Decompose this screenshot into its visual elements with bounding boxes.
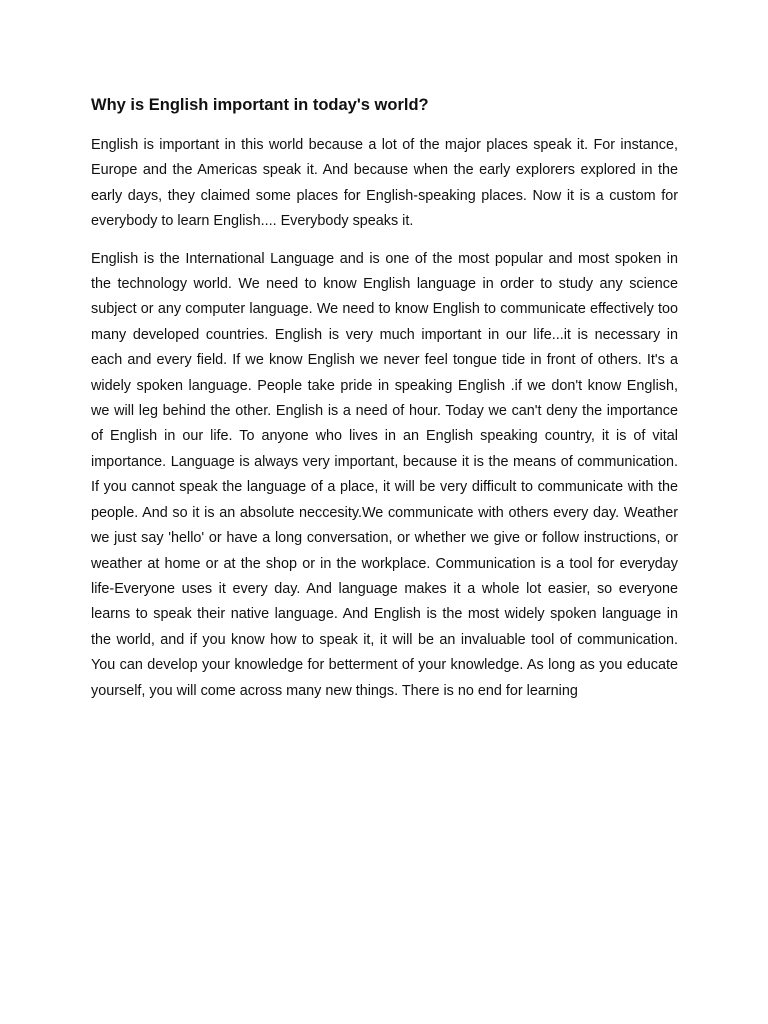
document-title: Why is English important in today's world? <box>91 96 429 114</box>
document-page <box>91 94 678 716</box>
paragraph-2: English is the International Language and is one of the most popular and most spoken in the technology world. We need to know English language in order to study any science subject or any computer language. We need to know English to communicate effectively too many developed countries. English is very much important in our life...it is necessary in each and every field. If we know English we never feel tongue tide in front of others. It's a widely spoken language. People take pride in speaking English .if we don't know English, we will leg behind the other. English is a need of hour. Today we can't deny the importance of English in our life. To anyone who lives in an English speaking country, it is of vital importance. Language is always very important, because it is the means of communication. If you cannot speak the language of a place, it will be very difficult to communicate with the people. And so it is an absolute neccesity.We communicate with others every day. Weather we just say 'hello' or have a long conversation, or whether we give or follow instructions, or weather at home or at the shop or in the workplace. Communication is a tool for everyday life-Everyone uses it every day. And language makes it a whole lot easier, so everyone learns to speak their native language. And English is the most widely spoken language in the world, and if you know how to speak it, it will be an invaluable tool of communication. You can develop your knowledge for betterment of your knowledge. As long as you educate yourself, you will come across many new things. There is no end for learning <box>91 250 678 699</box>
paragraph-1: English is important in this world because a lot of the major places speak it. For instance, Europe and the Americas speak it. And because when the early explorers explored in the early days, they claimed some places for English-speaking places. Now it is a custom for everybody to learn English.... Everybody speaks it. <box>91 137 678 230</box>
